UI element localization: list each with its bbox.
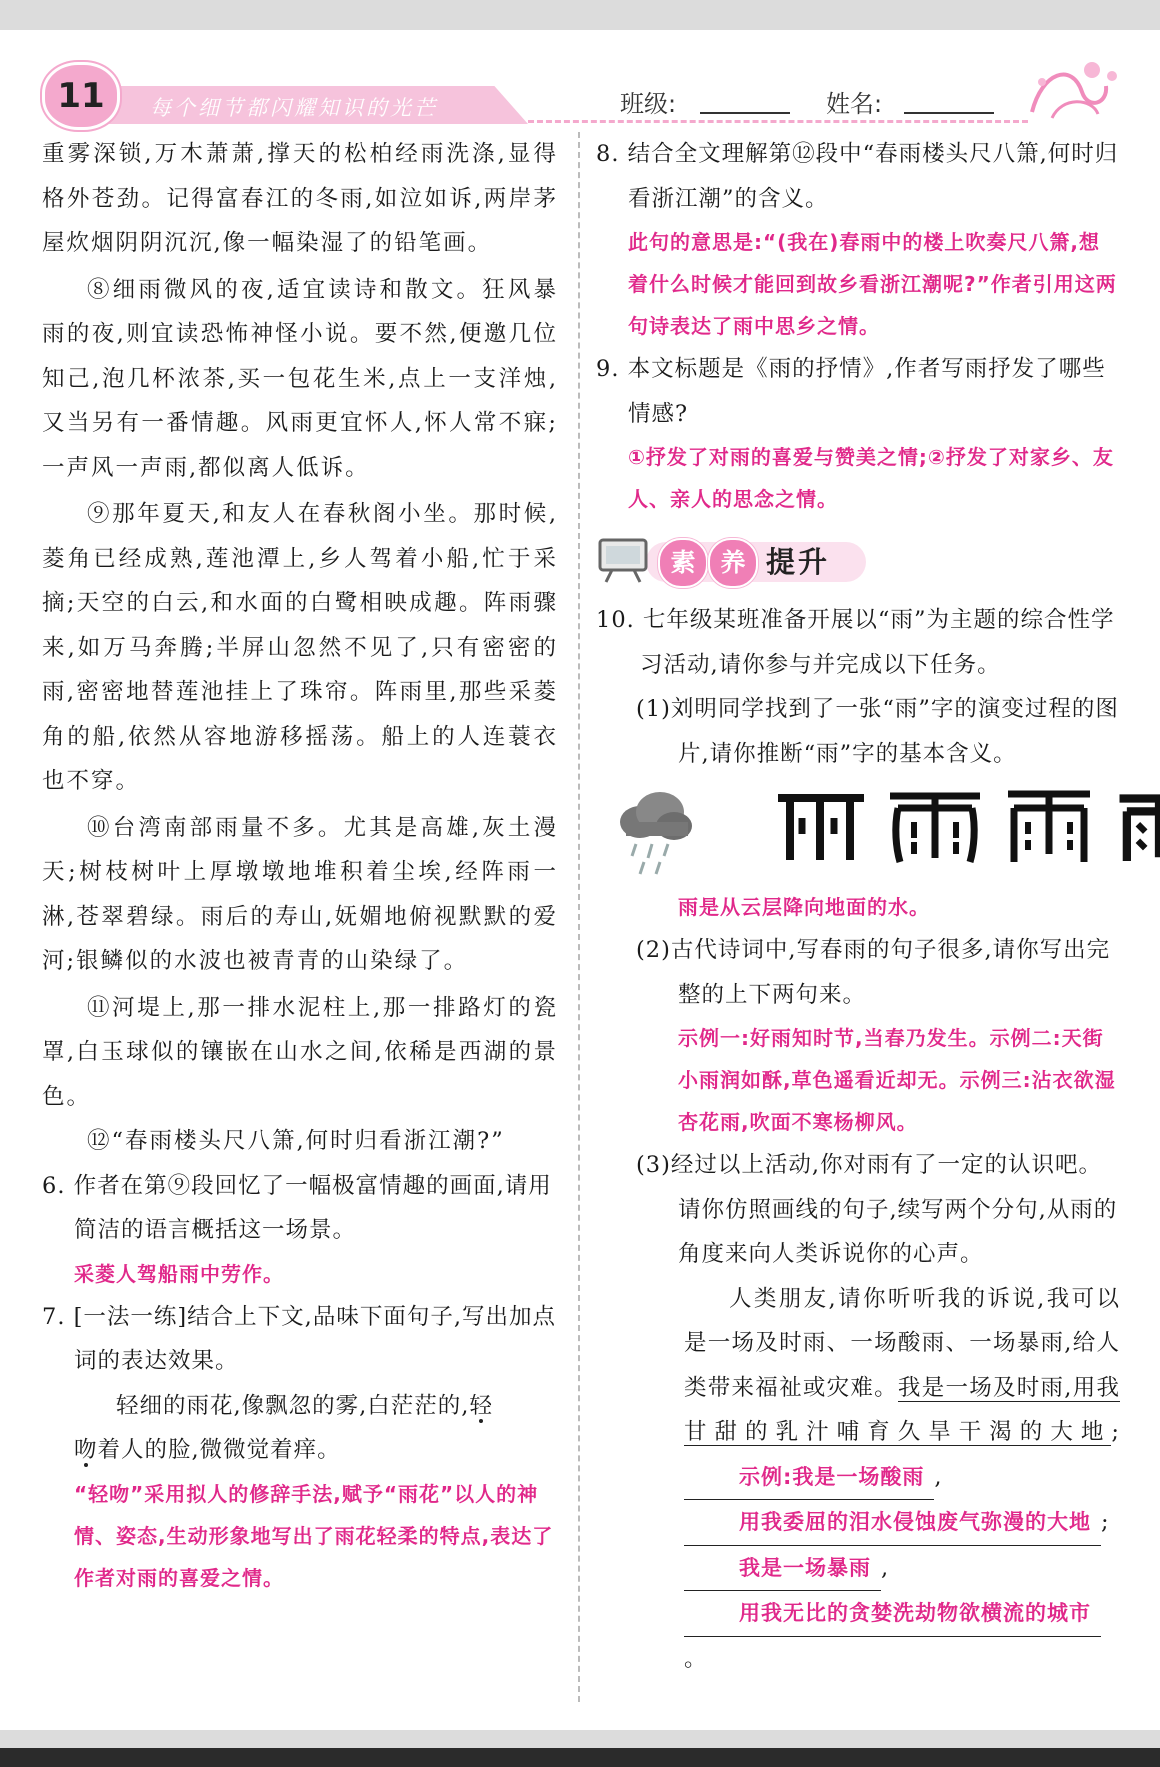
- section-badge-1: 素: [658, 538, 708, 588]
- section-title: 提升: [766, 545, 831, 579]
- class-blank: [700, 112, 790, 114]
- question-7-quote: [42, 1384, 558, 1429]
- column-divider: [578, 132, 580, 1702]
- dotted-char-2: 吻: [74, 1437, 98, 1463]
- letter-paragraph: [596, 1277, 1120, 1682]
- letter-comma-2: ,: [881, 1554, 890, 1581]
- header-slogan: 每个细节都闪耀知识的光芒: [150, 96, 438, 120]
- page-number: 11: [42, 62, 120, 130]
- paragraph-continued: 重雾深锁,万木萧萧,撑天的松柏经雨洗涤,显得格外苍劲。记得富春江的冬雨,如泣如诉,两岸茅屋炊烟阴阴沉沉,像一幅染湿了的铅笔画。: [42, 141, 558, 256]
- bottom-bar: [0, 1748, 1160, 1767]
- question-7: 7. [一法一练]结合上下文,品味下面句子,写出加点词的表达效果。: [42, 1303, 556, 1374]
- section-heading: [596, 528, 1120, 592]
- rain-cloud-icon: [614, 782, 696, 878]
- answer-9: ①抒发了对雨的喜爱与赞美之情;②抒发了对家乡、友人、亲人的思念之情。: [628, 445, 1114, 511]
- question-10: 10. 七年级某班准备开展以“雨”为主题的综合性学习活动,请你参与并完成以下任务。: [596, 607, 1115, 678]
- bronze-rain-glyph: [886, 788, 984, 866]
- right-column: [596, 132, 1120, 1681]
- regular-script-rain-glyph: [1114, 788, 1160, 866]
- letter-comma-1: ,: [934, 1463, 943, 1490]
- underlined-model-sentence: 我是一场及时雨,用我甘甜的乳汁哺育久旱干渴的大地: [684, 1374, 1120, 1445]
- answer-10-3-a: 示例:我是一场酸雨: [684, 1455, 934, 1501]
- answer-7: “轻吻”采用拟人的修辞手法,赋予“雨花”以人的神情、姿态,生动形象地写出了雨花轻柔的特点,表达了作者对雨的喜爱之情。: [74, 1481, 554, 1590]
- answer-10-3-d: 用我无比的贪婪洗劫物欲横流的城市: [684, 1591, 1101, 1637]
- answer-10-2: 示例一:好雨知时节,当春乃发生。示例二:天街小雨润如酥,草色遥看近却无。示例三:沾衣欲湿杏花雨,吹面不寒杨柳风。: [678, 1026, 1116, 1134]
- paragraph-10: ⑩台湾南部雨量不多。尤其是高雄,灰土漫天;树枝树叶上厚墩墩地堆积着尘埃,经阵雨一淋,苍翠碧绿。雨后的寿山,妩媚地俯视默默的爱河;银鳞似的水波也被青青的山染绿了。: [42, 814, 558, 974]
- question-10-2: (2)古代诗词中,写春雨的句子很多,请你写出完整的上下两句来。: [636, 937, 1111, 1008]
- question-6: 6. 作者在第⑨段回忆了一幅极富情趣的画面,请用简洁的语言概括这一场景。: [42, 1172, 552, 1243]
- paragraph-11: ⑪河堤上,那一排水泥柱上,那一排路灯的瓷罩,白玉球似的镶嵌在山水之间,依稀是西湖的景色。: [42, 994, 558, 1110]
- paragraph-12: ⑫“春雨楼头尺八箫,何时归看浙江潮?”: [87, 1128, 505, 1154]
- class-label: 班级:: [620, 90, 677, 118]
- question-7-quote-cont: [42, 1428, 558, 1473]
- left-column: [42, 132, 558, 1599]
- question-8: 8. 结合全文理解第⑫段中“春雨楼头尺八箫,何时归看浙江潮”的含义。: [596, 141, 1119, 212]
- rain-character-evolution: [596, 782, 1120, 882]
- letter-separator-2: ;: [1101, 1509, 1110, 1535]
- answer-6: 采菱人驾船雨中劳作。: [74, 1261, 284, 1286]
- answer-8: 此句的意思是:“(我在)春雨中的楼上吹奏尺八箫,想着什么时候才能回到故乡看浙江潮呢?”作者引用这两句诗表达了雨中思乡之情。: [628, 230, 1117, 338]
- question-9: 9. 本文标题是《雨的抒情》,作者写雨抒发了哪些情感?: [596, 356, 1106, 427]
- section-badge-2: 养: [708, 538, 758, 588]
- answer-10-1: 雨是从云层降向地面的水。: [678, 895, 930, 919]
- question-10-1: (1)刘明同学找到了一张“雨”字的演变过程的图片,请你推断“雨”字的基本含义。: [636, 696, 1119, 767]
- quote-text-a: 轻细的雨花,像飘忽的雾,白茫茫的,: [116, 1392, 470, 1419]
- name-label: 姓名:: [826, 90, 883, 118]
- name-blank: [904, 112, 994, 114]
- oracle-bone-rain-glyph: [772, 788, 870, 866]
- letter-intro: 人类朋友,请你听听我的诉说,我可以是一场及时雨、一场酸雨、一场暴雨,给人类带来福祉或灾难。: [684, 1285, 1120, 1401]
- easel-board-icon: [596, 536, 652, 584]
- quote-text-b: 着人的脸,微微觉着痒。: [97, 1437, 341, 1463]
- dotted-char-1: 轻: [469, 1392, 493, 1419]
- answer-10-3-b: 用我委屈的泪水侵蚀废气弥漫的大地: [684, 1500, 1101, 1546]
- question-10-3: (3)经过以上活动,你对雨有了一定的认识吧。请你仿照画线的句子,续写两个分句,从雨的角度来向人类诉说你的心声。: [636, 1152, 1118, 1267]
- paragraph-9: ⑨那年夏天,和友人在春秋阁小坐。那时候,菱角已经成熟,莲池潭上,乡人驾着小船,忙于采摘;天空的白云,和水面的白鹭相映成趣。阵雨骤来,如万马奔腾;半屏山忽然不见了,只有密密的雨,密密地替莲池挂上了珠帘。阵雨里,那些采菱角的船,依然从容地游移摇荡。船上的人连蓑衣也不穿。: [42, 501, 558, 794]
- floral-ornament-icon: [1022, 52, 1122, 128]
- header-dashed-line: [528, 120, 1028, 123]
- answer-10-3-c: 我是一场暴雨: [684, 1546, 881, 1592]
- seal-script-rain-glyph: [1000, 788, 1098, 866]
- letter-end: 。: [684, 1645, 708, 1672]
- paragraph-8: ⑧细雨微风的夜,适宜读诗和散文。狂风暴雨的夜,则宜读恐怖神怪小说。要不然,便邀几位知己,泡几杯浓茶,买一包花生米,点上一支洋烛,又当另有一番情趣。风雨更宜怀人,怀人常不寐;一声风一声雨,都似离人低诉。: [42, 276, 558, 481]
- letter-separator-1: ;: [1111, 1419, 1120, 1445]
